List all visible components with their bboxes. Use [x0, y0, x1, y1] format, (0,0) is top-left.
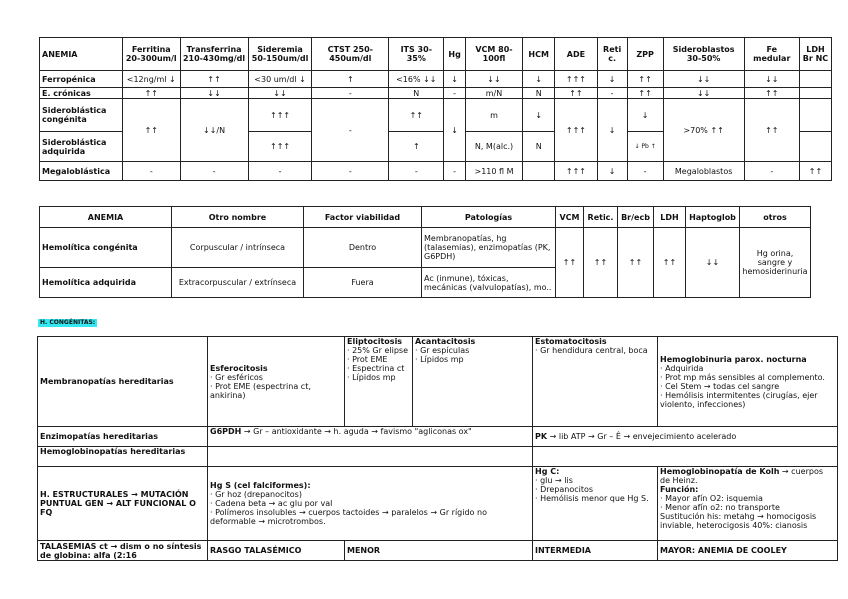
list-item: · Cel Stem → todas cel sangre — [660, 382, 835, 391]
cell: - — [444, 162, 465, 181]
t1-row-ferropenica — [40, 71, 832, 88]
cell: - — [389, 162, 444, 181]
cell: ↑↑ — [618, 228, 654, 298]
cell: ↓ Pb ↑ — [627, 132, 663, 162]
hemoglobinuria-list — [660, 364, 835, 409]
cell: Megaloblastos — [663, 162, 744, 181]
cell: N — [523, 132, 555, 162]
cell: Ac (inmune), tóxicas, mecánicas (valvulopatías), mo.. — [422, 268, 556, 298]
cell: Corpuscular / intrínseca — [172, 228, 304, 268]
cell — [523, 162, 555, 181]
cell: Extracorpuscular / extrínseca — [172, 268, 304, 298]
cell: ↑ — [312, 71, 389, 88]
cell: ↑↑ — [654, 228, 686, 298]
cell: ↓↓ — [686, 228, 740, 298]
cell: Megaloblástica — [40, 162, 123, 181]
cell: Dentro — [304, 228, 422, 268]
cell: ↓ — [523, 99, 555, 132]
cell — [413, 337, 533, 427]
list-item: · Gr espículas — [415, 346, 530, 355]
t1-row-sidero-congenita — [40, 99, 832, 132]
t2-h-vcm: VCM — [556, 207, 584, 228]
t1-h-transferrina: Transferrina 210-430mg/dl — [180, 38, 248, 71]
t2-h-factor: Factor viabilidad — [304, 207, 422, 228]
cell: ↑↑ — [627, 88, 663, 99]
t2-h-ldh: LDH — [654, 207, 686, 228]
cell: ↑↑ — [556, 228, 584, 298]
list-item: · 25% Gr elipse — [347, 346, 410, 355]
list-item: · Lípidos mp — [415, 355, 530, 364]
t1-row-cronicas — [40, 88, 832, 99]
cell: ↑↑↑ — [555, 162, 598, 181]
t3-row-talasemias — [38, 541, 838, 561]
cell: - — [744, 162, 799, 181]
cell: ↓↓ — [180, 88, 248, 99]
cell — [533, 447, 838, 467]
t3-row-hemoglobinopatias — [38, 447, 838, 467]
cell: ↑↑ — [123, 88, 180, 99]
t3-row-membranopatias — [38, 337, 838, 427]
cell: ↓↓ — [663, 88, 744, 99]
list-item: · Menor afín o2: no transporte — [660, 503, 835, 512]
cell: ↑↑↑ — [555, 99, 598, 162]
hbs-list — [210, 490, 530, 526]
cell: H. ESTRUCTURALES → MUTACIÓN PUNTUAL GEN → ALT FUNCIONAL O FQ — [38, 467, 208, 541]
cell: ↓ — [627, 99, 663, 132]
cell: - — [444, 88, 465, 99]
cell: MENOR — [345, 541, 533, 561]
cell: ↑↑ — [180, 71, 248, 88]
cell — [533, 427, 838, 447]
cell: ↑↑ — [123, 99, 180, 162]
cell: <12ng/ml ↓ — [123, 71, 180, 88]
funcion-extra: Sustitución his: metahg → homocigosis inviable, heterocigosis 40%: cianosis — [660, 512, 817, 530]
t3-row-enzimopatias — [38, 427, 838, 447]
t1-h-anemia: ANEMIA — [40, 38, 123, 71]
cell — [208, 467, 533, 541]
g6pdh-label: G6PDH — [210, 427, 242, 436]
cell: <16% ↓↓ — [389, 71, 444, 88]
t1-row-megaloblastica — [40, 162, 832, 181]
t1-h-vcm: VCM 80-100fl — [465, 38, 522, 71]
cell — [533, 467, 658, 541]
cell: - — [312, 88, 389, 99]
congenital-hemolytic-table — [37, 336, 838, 561]
cell: Enzimopatías hereditarias — [38, 427, 208, 447]
cell — [799, 71, 831, 88]
list-item: · Polímeros insolubles → cuerpos tactoides → paralelos → Gr rígido no deformable → microtrombos. — [210, 508, 530, 526]
cell — [799, 99, 831, 132]
t1-header-row — [40, 38, 832, 71]
eliptocitosis-list — [347, 346, 410, 382]
t1-h-ctst: CTST 250-450um/dl — [312, 38, 389, 71]
hbc-list — [535, 476, 655, 503]
esferocitosis-list — [210, 373, 342, 400]
pk-text: → lib ATP → Gr – Ê → envejecimiento acelerado — [547, 432, 737, 441]
t1-h-ade: ADE — [555, 38, 598, 71]
list-item: · Gr hoz (drepanocitos) — [210, 490, 530, 499]
cell: ↑↑ — [799, 162, 831, 181]
t1-h-ldh: LDH Br NC — [799, 38, 831, 71]
cell: MAYOR: ANEMIA DE COOLEY — [658, 541, 838, 561]
cell — [208, 427, 533, 447]
t2-h-anemia: ANEMIA — [40, 207, 172, 228]
acantacitosis-list — [415, 346, 530, 364]
cell: Ferropénica — [40, 71, 123, 88]
cell: ↓↓ — [248, 88, 312, 99]
t1-h-sideremia: Sideremia 50-150um/dl — [248, 38, 312, 71]
cell: ↑↑ — [555, 88, 598, 99]
cell — [345, 337, 413, 427]
cell — [799, 132, 831, 162]
list-item: · Prot mp más sensibles al complemento. — [660, 373, 835, 382]
cell: N — [523, 88, 555, 99]
cell: Hemolítica congénita — [40, 228, 172, 268]
cell: >70% ↑↑ — [663, 99, 744, 162]
cell: ↓↓ — [663, 71, 744, 88]
cell: ↑↑↑ — [555, 71, 598, 88]
cell: RASGO TALASÉMICO — [208, 541, 345, 561]
t1-h-hg: Hg — [444, 38, 465, 71]
cell — [658, 467, 838, 541]
t1-h-its: ITS 30-35% — [389, 38, 444, 71]
cell: INTERMEDIA — [533, 541, 658, 561]
cell: ↓ — [444, 99, 465, 162]
cell: - — [312, 162, 389, 181]
t2-h-otro-nombre: Otro nombre — [172, 207, 304, 228]
cell: Membranopatías hereditarias — [38, 337, 208, 427]
t3-row-estructurales — [38, 467, 838, 541]
cell: m — [465, 99, 522, 132]
kolh-line — [660, 467, 835, 485]
cell: m/N — [465, 88, 522, 99]
cell: - — [180, 162, 248, 181]
t1-h-fe-medular: Fe medular — [744, 38, 799, 71]
t2-header-row — [40, 207, 811, 228]
cell: ↓↓ — [465, 71, 522, 88]
kolh-title: Hemoglobinopatía de Kolh — [660, 467, 780, 476]
hemolytic-anemia-table — [39, 206, 811, 298]
list-item: · glu → lis — [535, 476, 655, 485]
cell: Hemolítica adquirida — [40, 268, 172, 298]
hemoglobinuria-title: Hemoglobinuria parox. nocturna — [660, 354, 807, 364]
t1-h-hcm: HCM — [523, 38, 555, 71]
cell: - — [627, 162, 663, 181]
esferocitosis-title: Esferocitosis — [210, 363, 268, 373]
list-item: · Prot EME (espectrina ct, ankirina) — [210, 382, 342, 400]
cell: Sideroblástica adquirida — [40, 132, 123, 162]
cell: - — [123, 162, 180, 181]
cell: ↑ — [389, 132, 444, 162]
cell: ↓ — [597, 71, 627, 88]
cell: ↑↑ — [584, 228, 618, 298]
cell: ↓↓/N — [180, 99, 248, 162]
cell: ↓ — [523, 71, 555, 88]
t2-h-retic: Retic. — [584, 207, 618, 228]
t2-h-haptoglob: Haptoglob — [686, 207, 740, 228]
kolh-text: → cuerpos de Heinz. — [660, 467, 823, 485]
cell: Membranopatías, hg (talasemias), enzimopatías (PK, G6PDH) — [422, 228, 556, 268]
list-item: · Drepanocitos — [535, 485, 655, 494]
estomatocitosis-list — [535, 346, 655, 355]
cell: ↑↑↑ — [248, 99, 312, 132]
cell: Hemoglobinopatías hereditarias — [38, 447, 208, 467]
list-item: · Hemólisis menor que Hg S. — [535, 494, 655, 503]
cell: >110 fl M — [465, 162, 522, 181]
list-item: · Adquirida — [660, 364, 835, 373]
list-item: · Gr hendidura central, boca — [535, 346, 655, 355]
hbs-title: Hg S (cel falciformes): — [210, 481, 311, 490]
cell: N, M(alc.) — [465, 132, 522, 162]
t2-h-patologias: Patologías — [422, 207, 556, 228]
hbc-title: Hg C: — [535, 467, 560, 476]
cell — [208, 337, 345, 427]
cell: ↓↓ — [744, 71, 799, 88]
cell: - — [597, 88, 627, 99]
funcion-title: Función: — [660, 485, 699, 494]
t1-h-ferritina: Ferritina 20-300um/l — [123, 38, 180, 71]
cell — [208, 447, 533, 467]
pk-label: PK — [535, 432, 548, 441]
cell: E. crónicas — [40, 88, 123, 99]
cell: - — [248, 162, 312, 181]
cell: N — [389, 88, 444, 99]
cell: ↓ — [597, 99, 627, 162]
list-item: · Lípidos mp — [347, 373, 410, 382]
cell: ↑↑ — [744, 88, 799, 99]
cell: - — [312, 99, 389, 162]
list-item: · Gr esféricos — [210, 373, 342, 382]
t1-h-retic: Reti c. — [597, 38, 627, 71]
cell: ↑↑ — [389, 99, 444, 132]
cell: ↓ — [597, 162, 627, 181]
estomatocitosis-title: Estomatocitosis — [535, 337, 607, 346]
funcion-list — [660, 494, 835, 512]
cell: ↑↑ — [627, 71, 663, 88]
cell: <30 um/dl ↓ — [248, 71, 312, 88]
list-item: · Espectrina ct — [347, 364, 410, 373]
cell — [533, 337, 658, 427]
cell — [799, 88, 831, 99]
acantacitosis-title: Acantacitosis — [415, 337, 476, 346]
t1-h-zpp: ZPP — [627, 38, 663, 71]
t2-h-br: Br/ecb — [618, 207, 654, 228]
cell — [658, 337, 838, 427]
list-item: · Prot EME — [347, 355, 410, 364]
g6pdh-text: → Gr – antioxidante → h. aguda → favismo "agliconas ox" — [241, 427, 472, 436]
list-item: · Cadena beta → ac glu por val — [210, 499, 530, 508]
cell: Hg orina, sangre y hemosiderinuria — [740, 228, 811, 298]
t2-h-otros: otros — [740, 207, 811, 228]
eliptocitosis-title: Eliptocitosis — [347, 337, 403, 346]
cell: TALASEMIAS ct → dism o no síntesis de globina: alfa (2:16 — [38, 541, 208, 561]
cell: ↑↑ — [744, 99, 799, 162]
list-item: · Hemólisis intermitentes (cirugías, ejer violento, infecciones) — [660, 391, 835, 409]
t1-h-sideroblastos: Sideroblastos 30-50% — [663, 38, 744, 71]
t2-row-congenita — [40, 228, 811, 268]
iron-anemia-table — [39, 37, 832, 181]
cell: Fuera — [304, 268, 422, 298]
list-item: · Mayor afín O2: isquemia — [660, 494, 835, 503]
cell: ↓ — [444, 71, 465, 88]
cell: Sideroblástica congénita — [40, 99, 123, 132]
section-label-congenitas: H. CONGÉNITAS: — [40, 319, 96, 326]
cell: ↑↑↑ — [248, 132, 312, 162]
